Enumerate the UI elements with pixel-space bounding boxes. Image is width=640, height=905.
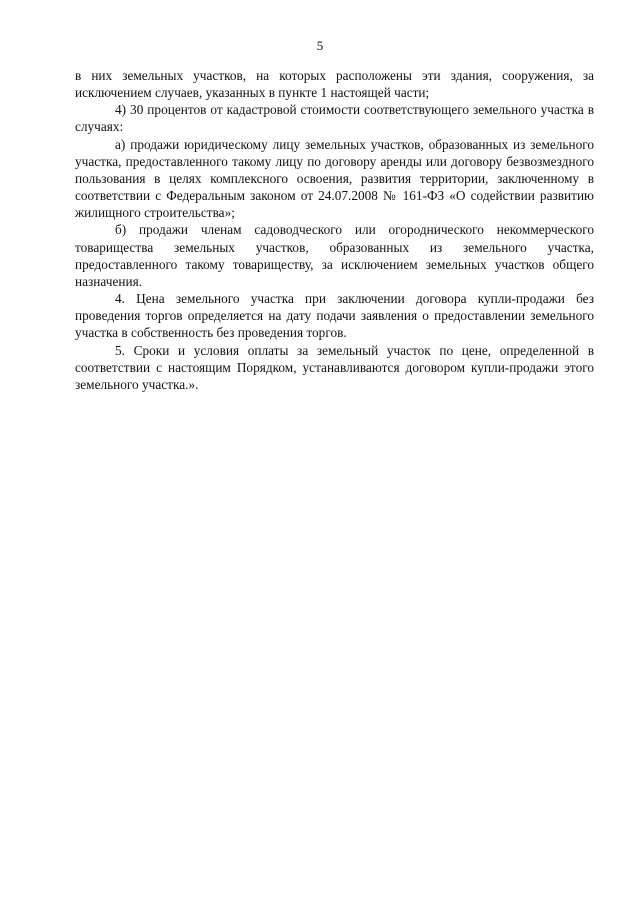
paragraph-continuation: в них земельных участков, на которых расположены эти здания, сооружения, за исключением случаев, указанных в пункте 1 настоящей части; [75, 68, 594, 101]
paragraph-item-4: 4) 30 процентов от кадастровой стоимости соответствующего земельного участка в случаях: [75, 102, 594, 135]
document-body [75, 67, 594, 393]
paragraph-clause-5: 5. Сроки и условия оплаты за земельный участок по цене, определенной в соответствии с настоящим Порядком, устанавливаются договором купли-продажи этого земельного участка.». [75, 342, 594, 392]
paragraph-subitem-b: б) продажи членам садоводческого или огороднического некоммерческого товарищества земельных участков, образованных из земельного участка, предоставленного такому товариществу, за исключением земельных участков общего назначения. [75, 222, 594, 289]
paragraph-subitem-a: а) продажи юридическому лицу земельных участков, образованных из земельного участка, предоставленного такому лицу по договору аренды или договору безвозмездного пользования в целях комплексного освоения, развития территории, заключенному в соответствии с Федеральным законом от 24.07.2008 № 161-ФЗ «О содействии развитию жилищного строительства»; [75, 136, 594, 221]
paragraph-clause-4: 4. Цена земельного участка при заключении договора купли-продажи без проведения торгов определяется на дату подачи заявления о предоставлении земельного участка в собственность без проведения торгов. [75, 291, 594, 341]
page-number: 5 [316, 38, 324, 53]
